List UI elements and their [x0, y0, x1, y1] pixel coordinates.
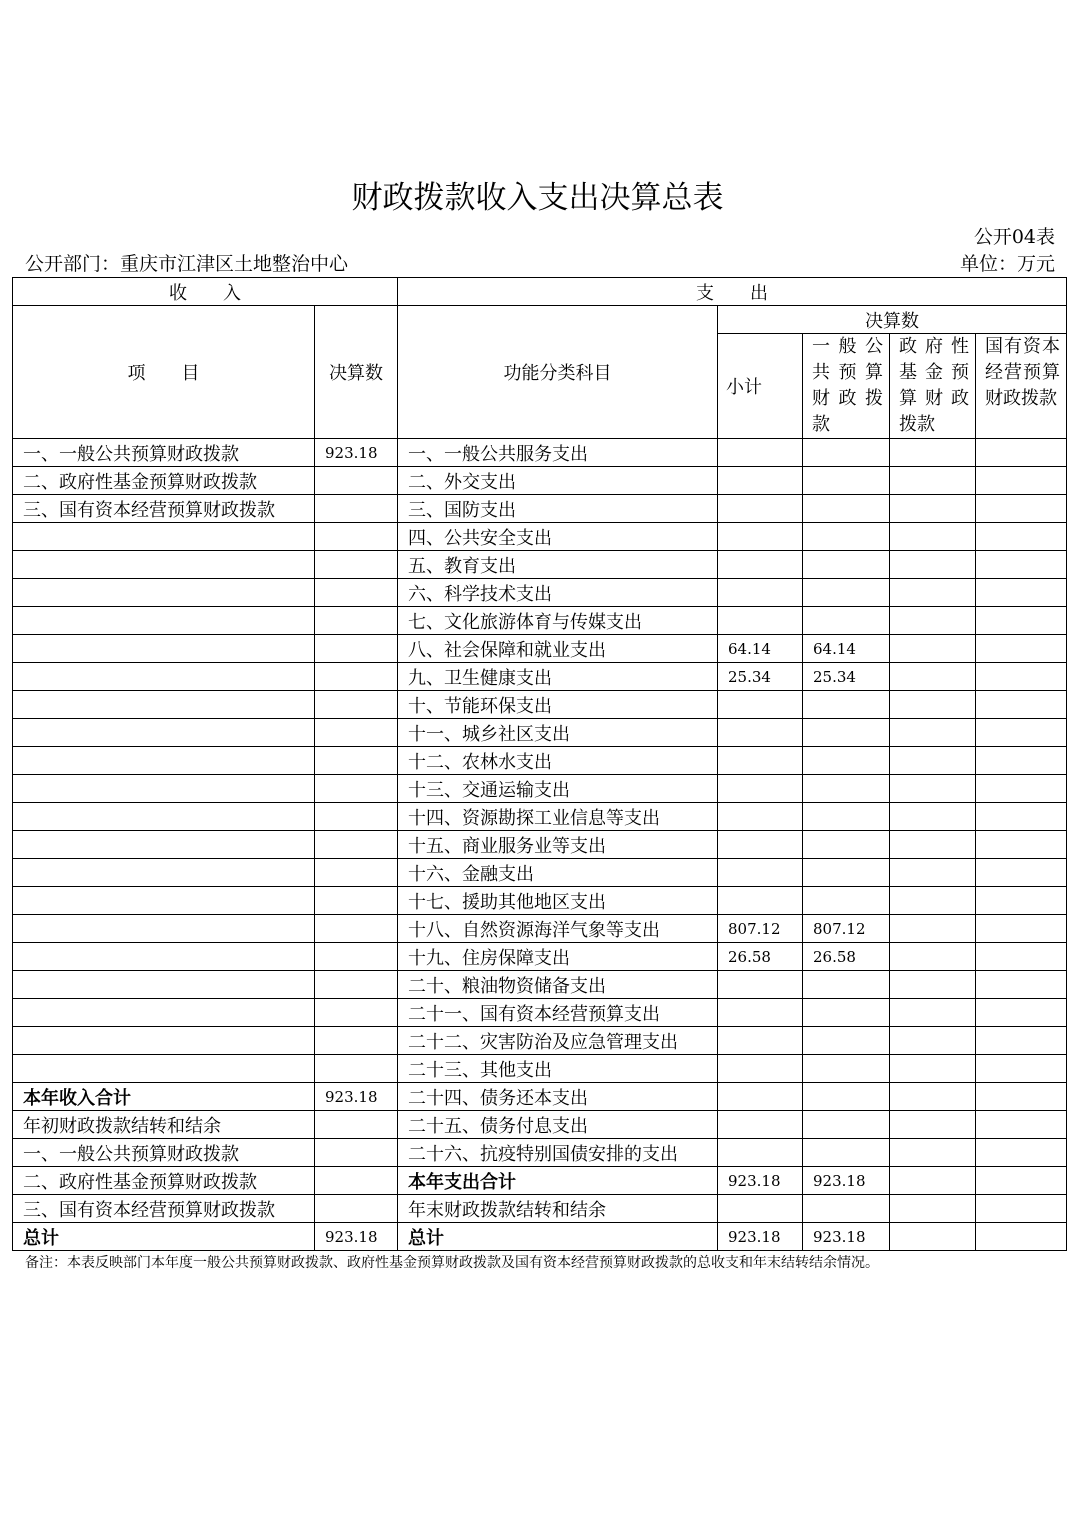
state-capital-cell [976, 495, 1067, 523]
subtotal-column-header: 小计 [718, 334, 803, 439]
fund-budget-cell [890, 495, 976, 523]
table-row [13, 943, 1067, 971]
fund-budget-cell [890, 1195, 976, 1223]
general-budget-cell [803, 719, 890, 747]
subtotal-cell [718, 439, 803, 467]
expense-subject-cell: 十七、援助其他地区支出 [398, 887, 718, 915]
subtotal-cell [718, 887, 803, 915]
fund-budget-cell [890, 1055, 976, 1083]
fund-budget-cell [890, 607, 976, 635]
subtotal-cell: 923.18 [718, 1167, 803, 1195]
expense-subject-cell: 一、一般公共服务支出 [398, 439, 718, 467]
table-row [13, 803, 1067, 831]
expense-subject-cell: 四、公共安全支出 [398, 523, 718, 551]
income-amount-cell [315, 915, 398, 943]
subtotal-cell [718, 1055, 803, 1083]
state-capital-cell [976, 1139, 1067, 1167]
income-amount-cell [315, 887, 398, 915]
fund-budget-cell [890, 971, 976, 999]
expense-subject-cell: 十九、住房保障支出 [398, 943, 718, 971]
table-row [13, 1167, 1067, 1195]
expense-subject-cell: 七、文化旅游体育与传媒支出 [398, 607, 718, 635]
subtotal-cell [718, 831, 803, 859]
general-budget-cell [803, 1055, 890, 1083]
expense-subject-cell: 十、节能环保支出 [398, 691, 718, 719]
expense-subject-cell: 二十三、其他支出 [398, 1055, 718, 1083]
general-budget-cell [803, 691, 890, 719]
state-capital-cell [976, 1195, 1067, 1223]
income-item-cell [13, 971, 315, 999]
table-row [13, 635, 1067, 663]
state-capital-column-header: 国有资本经营预算财政拨款 [976, 334, 1067, 439]
table-row [13, 1195, 1067, 1223]
table-row [13, 439, 1067, 467]
general-budget-cell: 923.18 [803, 1223, 890, 1251]
fund-budget-cell [890, 1027, 976, 1055]
subtotal-cell [718, 467, 803, 495]
general-budget-cell [803, 831, 890, 859]
fund-budget-cell [890, 1139, 976, 1167]
table-number: 公开04表 [973, 226, 1055, 248]
expense-subject-cell: 十八、自然资源海洋气象等支出 [398, 915, 718, 943]
table-row [13, 523, 1067, 551]
subtotal-cell: 923.18 [718, 1223, 803, 1251]
expense-subject-cell: 十六、金融支出 [398, 859, 718, 887]
item-column-header: 项 目 [13, 306, 315, 439]
table-row [13, 887, 1067, 915]
fund-budget-cell [890, 1083, 976, 1111]
expense-subject-cell: 八、社会保障和就业支出 [398, 635, 718, 663]
table-row [13, 607, 1067, 635]
fund-budget-cell [890, 831, 976, 859]
general-budget-column-header: 一般公共预算财政拨款 [803, 334, 890, 439]
income-item-cell [13, 551, 315, 579]
subtotal-cell [718, 607, 803, 635]
income-amount-cell [315, 467, 398, 495]
income-amount-cell [315, 579, 398, 607]
income-amount-cell [315, 747, 398, 775]
expense-subject-cell: 十四、资源勘探工业信息等支出 [398, 803, 718, 831]
subtotal-cell [718, 803, 803, 831]
income-amount-cell [315, 691, 398, 719]
budget-group-header: 决算数 [718, 306, 1067, 334]
table-row [13, 1055, 1067, 1083]
fund-budget-cell [890, 523, 976, 551]
table-row [13, 719, 1067, 747]
income-amount-cell [315, 775, 398, 803]
general-budget-cell [803, 607, 890, 635]
state-capital-cell [976, 523, 1067, 551]
income-amount-cell [315, 831, 398, 859]
table-row [13, 971, 1067, 999]
state-capital-cell [976, 467, 1067, 495]
income-item-cell [13, 859, 315, 887]
fund-budget-column-header: 政府性基金预算财政拨款 [890, 334, 976, 439]
fund-budget-cell [890, 803, 976, 831]
table-row [13, 551, 1067, 579]
general-budget-cell [803, 971, 890, 999]
income-item-cell [13, 831, 315, 859]
subtotal-cell [718, 747, 803, 775]
income-item-cell: 三、国有资本经营预算财政拨款 [13, 495, 315, 523]
fund-budget-cell [890, 663, 976, 691]
income-item-cell: 总计 [13, 1223, 315, 1251]
fiscal-appropriation-table [12, 277, 1067, 1251]
income-amount-cell [315, 719, 398, 747]
state-capital-cell [976, 1223, 1067, 1251]
expense-subject-cell: 年末财政拨款结转和结余 [398, 1195, 718, 1223]
income-item-cell [13, 943, 315, 971]
state-capital-cell [976, 859, 1067, 887]
income-amount-cell [315, 607, 398, 635]
expense-subject-cell: 本年支出合计 [398, 1167, 718, 1195]
income-amount-cell [315, 1055, 398, 1083]
expense-subject-cell: 五、教育支出 [398, 551, 718, 579]
subtotal-cell [718, 1083, 803, 1111]
state-capital-cell [976, 943, 1067, 971]
amount-column-header: 决算数 [315, 306, 398, 439]
general-budget-cell [803, 859, 890, 887]
income-amount-cell [315, 523, 398, 551]
fund-budget-cell [890, 1167, 976, 1195]
subtotal-cell [718, 579, 803, 607]
subtotal-cell [718, 1027, 803, 1055]
income-amount-cell [315, 1111, 398, 1139]
expense-subject-cell: 六、科学技术支出 [398, 579, 718, 607]
subtotal-cell [718, 495, 803, 523]
footnote: 备注：本表反映部门本年度一般公共预算财政拨款、政府性基金预算财政拨款及国有资本经营预算财政拨款的总收支和年末结转结余情况。 [25, 1255, 879, 1271]
table-row [13, 691, 1067, 719]
table-row [13, 1223, 1067, 1251]
table-row [13, 915, 1067, 943]
expense-subject-cell: 二十、粮油物资储备支出 [398, 971, 718, 999]
subtotal-cell [718, 551, 803, 579]
income-amount-cell [315, 551, 398, 579]
income-item-cell [13, 607, 315, 635]
general-budget-cell: 923.18 [803, 1167, 890, 1195]
expense-section-header: 支 出 [398, 278, 1067, 306]
general-budget-cell: 807.12 [803, 915, 890, 943]
fund-budget-cell [890, 1223, 976, 1251]
income-item-cell [13, 1027, 315, 1055]
subtotal-cell [718, 775, 803, 803]
general-budget-cell [803, 1083, 890, 1111]
expense-subject-cell: 二十五、债务付息支出 [398, 1111, 718, 1139]
state-capital-cell [976, 999, 1067, 1027]
fund-budget-cell [890, 747, 976, 775]
unit-label: 单位：万元 [959, 253, 1055, 275]
state-capital-cell [976, 551, 1067, 579]
general-budget-cell [803, 775, 890, 803]
table-row [13, 775, 1067, 803]
subtotal-cell [718, 971, 803, 999]
expense-subject-cell: 十五、商业服务业等支出 [398, 831, 718, 859]
income-item-cell [13, 747, 315, 775]
table-row [13, 1027, 1067, 1055]
general-budget-cell: 25.34 [803, 663, 890, 691]
function-subject-column-header: 功能分类科目 [398, 306, 718, 439]
income-amount-cell [315, 859, 398, 887]
expense-subject-cell: 十三、交通运输支出 [398, 775, 718, 803]
general-budget-cell [803, 1027, 890, 1055]
subtotal-cell [718, 859, 803, 887]
expense-subject-cell: 总计 [398, 1223, 718, 1251]
subtotal-cell [718, 999, 803, 1027]
expense-subject-cell: 二十二、灾害防治及应急管理支出 [398, 1027, 718, 1055]
fund-budget-cell [890, 439, 976, 467]
income-item-cell [13, 635, 315, 663]
fund-budget-cell [890, 467, 976, 495]
fund-budget-cell [890, 887, 976, 915]
state-capital-cell [976, 971, 1067, 999]
income-amount-cell [315, 803, 398, 831]
page-title: 财政拨款收入支出决算总表 [351, 180, 724, 216]
income-amount-cell [315, 1139, 398, 1167]
fund-budget-cell [890, 915, 976, 943]
table-row [13, 663, 1067, 691]
general-budget-cell [803, 747, 890, 775]
income-item-cell [13, 1055, 315, 1083]
subtotal-cell [718, 1139, 803, 1167]
table-row [13, 495, 1067, 523]
income-amount-cell [315, 663, 398, 691]
state-capital-cell [976, 607, 1067, 635]
income-item-cell [13, 663, 315, 691]
income-item-cell [13, 775, 315, 803]
income-amount-cell [315, 1167, 398, 1195]
expense-subject-cell: 三、国防支出 [398, 495, 718, 523]
table-row [13, 1139, 1067, 1167]
subtotal-cell [718, 1195, 803, 1223]
table-row [13, 467, 1067, 495]
state-capital-cell [976, 1083, 1067, 1111]
income-item-cell [13, 915, 315, 943]
income-item-cell: 年初财政拨款结转和结余 [13, 1111, 315, 1139]
general-budget-cell [803, 1139, 890, 1167]
general-budget-cell [803, 579, 890, 607]
expense-subject-cell: 二、外交支出 [398, 467, 718, 495]
income-amount-cell [315, 1195, 398, 1223]
general-budget-cell [803, 439, 890, 467]
income-item-cell [13, 803, 315, 831]
general-budget-cell [803, 551, 890, 579]
fund-budget-cell [890, 999, 976, 1027]
expense-subject-cell: 九、卫生健康支出 [398, 663, 718, 691]
state-capital-cell [976, 635, 1067, 663]
subtotal-cell: 26.58 [718, 943, 803, 971]
state-capital-cell [976, 775, 1067, 803]
income-amount-cell [315, 495, 398, 523]
income-item-cell: 二、政府性基金预算财政拨款 [13, 467, 315, 495]
income-item-cell [13, 719, 315, 747]
income-amount-cell: 923.18 [315, 1083, 398, 1111]
income-amount-cell [315, 971, 398, 999]
state-capital-cell [976, 691, 1067, 719]
table-row [13, 747, 1067, 775]
subtotal-cell [718, 691, 803, 719]
general-budget-cell [803, 887, 890, 915]
expense-subject-cell: 十二、农林水支出 [398, 747, 718, 775]
fund-budget-cell [890, 551, 976, 579]
income-item-cell [13, 999, 315, 1027]
table-row [13, 1111, 1067, 1139]
income-amount-cell [315, 999, 398, 1027]
fund-budget-cell [890, 1111, 976, 1139]
income-item-cell: 本年收入合计 [13, 1083, 315, 1111]
expense-subject-cell: 二十六、抗疫特别国债安排的支出 [398, 1139, 718, 1167]
subtotal-cell [718, 523, 803, 551]
income-item-cell: 三、国有资本经营预算财政拨款 [13, 1195, 315, 1223]
table-row [13, 579, 1067, 607]
fund-budget-cell [890, 579, 976, 607]
fund-budget-cell [890, 943, 976, 971]
income-item-cell: 一、一般公共预算财政拨款 [13, 439, 315, 467]
income-item-cell [13, 691, 315, 719]
department-label: 公开部门：重庆市江津区土地整治中心 [25, 253, 349, 275]
subtotal-cell [718, 719, 803, 747]
state-capital-cell [976, 1027, 1067, 1055]
state-capital-cell [976, 887, 1067, 915]
state-capital-cell [976, 579, 1067, 607]
income-item-cell: 二、政府性基金预算财政拨款 [13, 1167, 315, 1195]
general-budget-cell [803, 1111, 890, 1139]
state-capital-cell [976, 1167, 1067, 1195]
income-section-header: 收 入 [13, 278, 398, 306]
general-budget-cell [803, 999, 890, 1027]
income-item-cell [13, 887, 315, 915]
income-amount-cell: 923.18 [315, 439, 398, 467]
expense-subject-cell: 二十一、国有资本经营预算支出 [398, 999, 718, 1027]
fund-budget-cell [890, 635, 976, 663]
fund-budget-cell [890, 719, 976, 747]
expense-subject-cell: 十一、城乡社区支出 [398, 719, 718, 747]
general-budget-cell: 64.14 [803, 635, 890, 663]
table-row [13, 999, 1067, 1027]
income-amount-cell: 923.18 [315, 1223, 398, 1251]
state-capital-cell [976, 831, 1067, 859]
fund-budget-cell [890, 859, 976, 887]
subtotal-cell: 25.34 [718, 663, 803, 691]
general-budget-cell [803, 467, 890, 495]
income-item-cell [13, 523, 315, 551]
general-budget-cell [803, 803, 890, 831]
state-capital-cell [976, 1055, 1067, 1083]
general-budget-cell [803, 1195, 890, 1223]
table-row [13, 831, 1067, 859]
expense-subject-cell: 二十四、债务还本支出 [398, 1083, 718, 1111]
fund-budget-cell [890, 691, 976, 719]
general-budget-cell: 26.58 [803, 943, 890, 971]
state-capital-cell [976, 747, 1067, 775]
income-amount-cell [315, 635, 398, 663]
subtotal-cell: 807.12 [718, 915, 803, 943]
table-row [13, 859, 1067, 887]
subtotal-cell [718, 1111, 803, 1139]
fund-budget-cell [890, 775, 976, 803]
state-capital-cell [976, 663, 1067, 691]
state-capital-cell [976, 719, 1067, 747]
table-row [13, 1083, 1067, 1111]
subtotal-cell: 64.14 [718, 635, 803, 663]
state-capital-cell [976, 439, 1067, 467]
income-item-cell [13, 579, 315, 607]
income-item-cell: 一、一般公共预算财政拨款 [13, 1139, 315, 1167]
income-amount-cell [315, 943, 398, 971]
income-amount-cell [315, 1027, 398, 1055]
general-budget-cell [803, 495, 890, 523]
state-capital-cell [976, 803, 1067, 831]
state-capital-cell [976, 915, 1067, 943]
state-capital-cell [976, 1111, 1067, 1139]
general-budget-cell [803, 523, 890, 551]
